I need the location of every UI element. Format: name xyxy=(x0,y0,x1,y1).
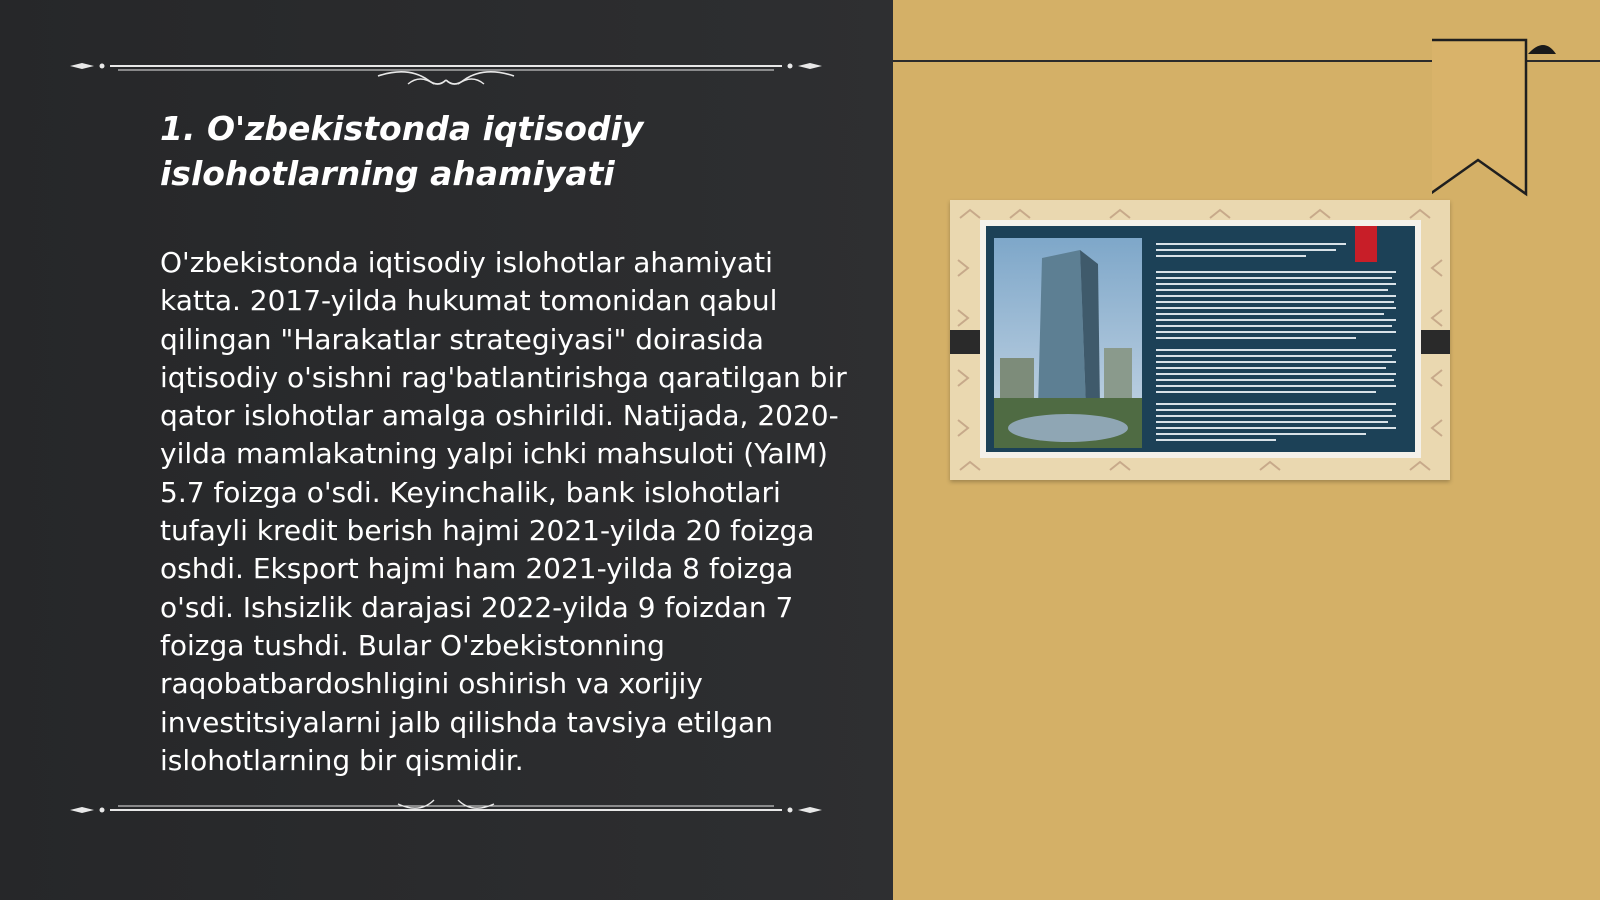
document-image-frame xyxy=(950,200,1450,480)
document-photo xyxy=(980,220,1421,458)
slide-title: 1. O'zbekistonda iqtisodiy islohotlarning ahamiyati xyxy=(160,109,644,193)
frame-tab-left xyxy=(950,330,984,354)
frame-tab-right xyxy=(1416,330,1450,354)
bookmark-ribbon-icon xyxy=(1432,34,1572,204)
slide-body-text: O'zbekistonda iqtisodiy islohotlar ahamiyati katta. 2017-yilda hukumat tomonidan qabul qilingan "Harakatlar strategiyasi" doirasida iqtisodiy o'sishni rag'batlantirishga qaratilgan bir qator islohotlar amalga oshirildi. Natijada, 2020-yilda mamlakatning yalpi ichki mahsuloti (YaIM) 5.7 foizga o'sdi. Keyinchalik, bank islohotlari tufayli kredit berish hajmi 2021-yilda 20 foizga oshdi. Eksport hajmi ham 2021-yilda 8 foizga o'sdi. Ishsizlik darajasi 2022-yilda 9 foizdan 7 foizga tushdi. Bular O'zbekistonning raqobatbardoshligini oshirish va xorijiy investitsiyalarni jalb qilishda tavsiya etilgan islohotlarning bir qismidir. xyxy=(160,246,847,777)
bottom-ornament-divider-icon xyxy=(68,790,824,830)
document-text-lines xyxy=(1156,236,1404,448)
top-ornament-divider-icon xyxy=(68,46,824,86)
photo-content xyxy=(986,226,1415,452)
red-tag xyxy=(1355,226,1377,262)
building-image-icon xyxy=(994,238,1142,448)
